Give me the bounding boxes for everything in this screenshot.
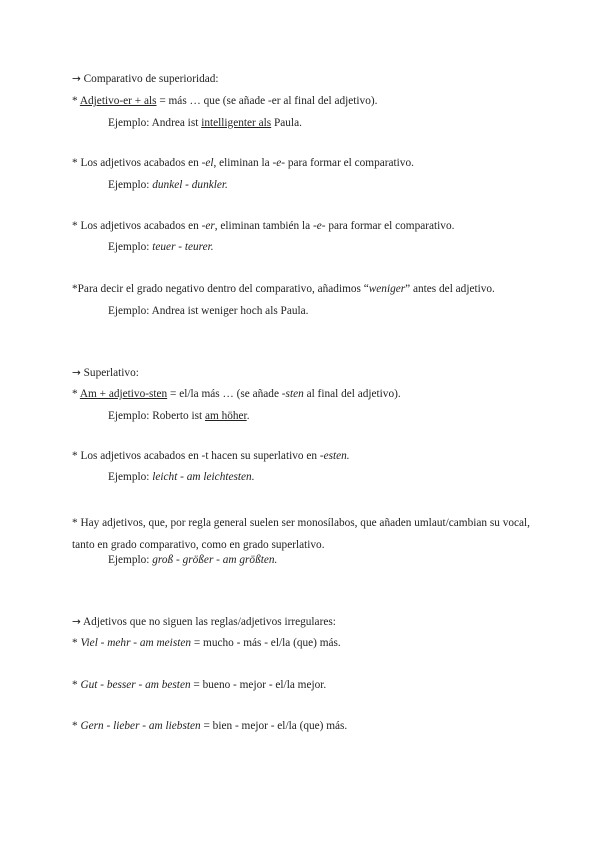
arrow-right-icon: →: [72, 616, 81, 628]
comparative-example: Ejemplo: Andrea ist intelligenter als Paula.: [108, 117, 302, 129]
irregular-item: * Gern - lieber - am liebsten = bien - mejor - el/la (que) más.: [72, 720, 348, 732]
note-t: * Los adjetivos acabados en -t hacen su superlativo en -esten.: [72, 450, 350, 462]
comparative-rule: * Adjetivo-er + als = más … que (se añade -er al final del adjetivo).: [72, 95, 378, 107]
note-el-example: Ejemplo: dunkel - dunkler.: [108, 179, 228, 191]
note-t-example: Ejemplo: leicht - am leichtesten.: [108, 471, 255, 483]
negative-note: *Para decir el grado negativo dentro del comparativo, añadimos “weniger” antes del adjetivo.: [72, 283, 495, 295]
superlative-formula: Am + adjetivo-sten: [79, 388, 168, 400]
irregular-item: * Gut - besser - am besten = bueno - mejor - el/la mejor.: [72, 679, 327, 691]
umlaut-example: Ejemplo: groß - größer - am größten.: [108, 554, 278, 566]
arrow-right-icon: →: [72, 73, 81, 85]
superlative-heading: → Superlativo:: [72, 367, 139, 379]
negative-example: Ejemplo: Andrea ist weniger hoch als Paula.: [108, 305, 309, 317]
comparative-heading: → Comparativo de superioridad:: [72, 73, 219, 85]
superlative-rule: * Am + adjetivo-sten = el/la más … (se añade -sten al final del adjetivo).: [72, 388, 401, 400]
arrow-right-icon: →: [72, 367, 81, 379]
note-el: * Los adjetivos acabados en -el, eliminan la -e- para formar el comparativo.: [72, 157, 414, 169]
irregular-heading: → Adjetivos que no siguen las reglas/adjetivos irregulares:: [72, 616, 336, 628]
comparative-formula: Adjetivo-er + als: [79, 95, 157, 107]
umlaut-note: * Hay adjetivos, que, por regla general suelen ser monosílabos, que añaden umlaut/cambian su vocal, tanto en grado comparativo, como en grado superlativo.: [72, 517, 531, 551]
superlative-example: Ejemplo: Roberto ist am höher.: [108, 410, 250, 422]
note-er: * Los adjetivos acabados en -er, eliminan también la -e- para formar el comparativo.: [72, 220, 455, 232]
note-er-example: Ejemplo: teuer - teurer.: [108, 241, 214, 253]
irregular-item: * Viel - mehr - am meisten = mucho - más - el/la (que) más.: [72, 637, 341, 649]
